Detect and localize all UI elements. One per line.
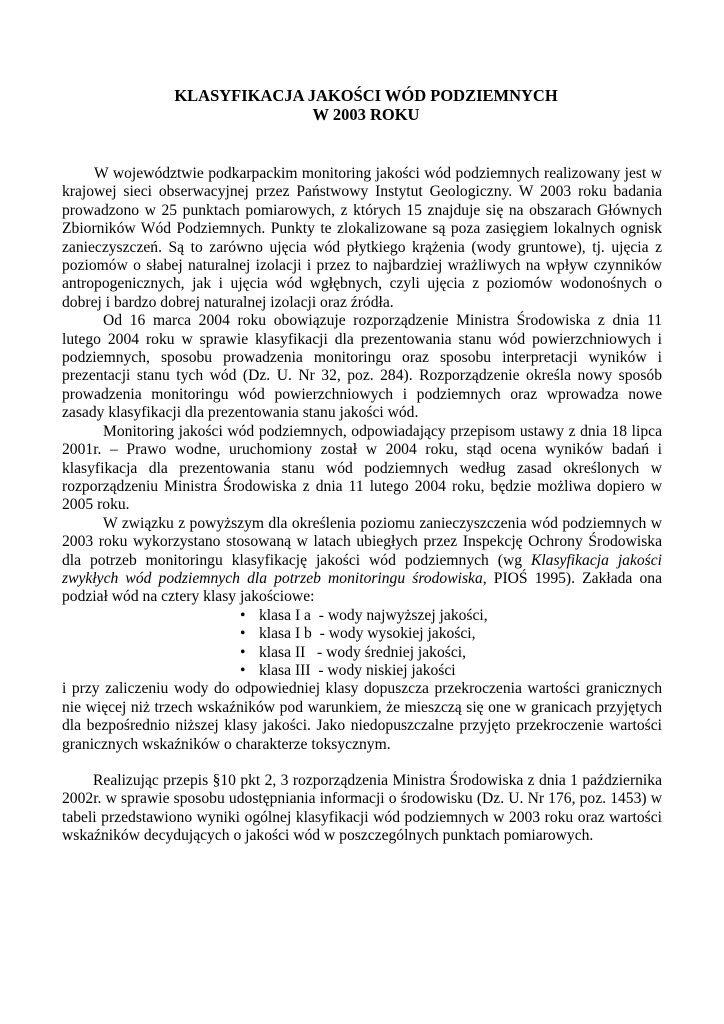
- paragraph-exceedance-rules: i przy zaliczeniu wody do odpowiedniej klasy dopuszcza przekroczenia wartości granicznych nie więcej niż trzech wskaźników pod warunkiem, że mieszczą się one w granicach przyjętych dla bezpośrednio niższej klasy jakości. Jako niedopuszczalne przyjęto przekroczenie wartości granicznych wskaźników o charakterze toksycznym.: [62, 680, 662, 753]
- paragraph-regulation: Od 16 marca 2004 roku obowiązuje rozporządzenie Ministra Środowiska z dnia 11 lutego 2004 roku w sprawie klasyfikacji dla prezentowania stanu wód powierzchniowych i podziemnych, sposobu prowadzenia monitoringu oraz sposobu interpretacji wyników i prezentacji stanu tych wód (Dz. U. Nr 32, poz. 284). Rozporządzenie określa nowy sposób prowadzenia monitoringu wód powierzchniowych i podziemnych oraz wprowadza nowe zasady klasyfikacji dla prezentowania stanu jakości wód.: [62, 312, 662, 422]
- quality-classes-list: [62, 607, 662, 681]
- classification-basis-text-end: , PIOŚ 1995). Zakłada ona podział wód na cztery klasy jakościowe:: [62, 569, 662, 606]
- title-line-1: KLASYFIKACJA JAKOŚCI WÓD PODZIEMNYCH: [174, 86, 558, 105]
- class-label: klasa III - wody niskiej jakości: [259, 661, 456, 679]
- list-item: [235, 607, 662, 625]
- paragraph-water-law: Monitoring jakości wód podziemnych, odpowiadający przepisom ustawy z dnia 18 lipca 2001r. – Prawo wodne, uruchomiony został w 2004 roku, stąd ocena wyników badań i klasyfikacja dla prezentowania stanu wód podziemnych według zasad określonych w rozporządzeniu Ministra Środowiska z dnia 11 lutego 2004 roku, będzie możliwa dopiero w 2005 roku.: [62, 422, 662, 514]
- title-line-2: W 2003 ROKU: [312, 105, 420, 124]
- bullet-icon: •: [240, 606, 246, 624]
- bullet-icon: •: [240, 661, 246, 679]
- bullet-icon: •: [240, 643, 246, 661]
- list-item: [235, 644, 662, 662]
- classification-source-title: Klasyfikacja jakości zwykłych wód podziemnych dla potrzeb monitoringu środowiska: [62, 551, 662, 587]
- document-page: [62, 86, 662, 846]
- list-item: [235, 662, 662, 680]
- paragraph-monitoring-network: W województwie podkarpackim monitoring jakości wód podziemnych realizowany jest w krajowej sieci obserwacyjnej przez Państwowy Instytut Geologiczny. W 2003 roku badania prowadzono w 25 punktach pomiarowych, z których 15 znajduje się na obszarach Głównych Zbiorników Wód Podziemnych. Punkty te zlokalizowane są poza zasięgiem lokalnych ognisk zanieczyszczeń. Są to zarówno ujęcia wód płytkiego krążenia (wody gruntowe), tj. ujęcia z poziomów o słabej naturalnej izolacji i przez to najbardziej wrażliwych na wpływ czynników antropogenicznych, jak i ujęcia wód wgłębnych, czyli ujęcia z poziomów wodonośnych o dobrej i bardzo dobrej naturalnej izolacji oraz źródła.: [62, 165, 662, 311]
- list-item: [235, 625, 662, 643]
- class-label: klasa I b - wody wysokiej jakości,: [259, 625, 476, 643]
- bullet-icon: •: [240, 625, 246, 643]
- paragraph-classification-basis: [62, 515, 662, 607]
- class-label: klasa I a - wody najwyższej jakości,: [259, 606, 488, 624]
- class-label: klasa II - wody średniej jakości,: [259, 643, 466, 661]
- classification-basis-text-start: W związku z powyższym dla określenia poziomu zanieczyszczenia wód podziemnych w 2003 roku wykorzystano stosowaną w latach ubiegłych przez Inspekcję Ochrony Środowiska dla potrzeb monitoringu klasyfikację jakości wód podziemnych (wg: [62, 514, 662, 569]
- paragraph-results-table-intro: Realizując przepis §10 pkt 2, 3 rozporządzenia Ministra Środowiska z dnia 1 października 2002r. w sprawie sposobu udostępniania informacji o środowisku (Dz. U. Nr 176, poz. 1453) w tabeli przedstawiono wyniki ogólnej klasyfikacji wód podziemnych w 2003 roku oraz wartości wskaźników decydujących o jakości wód w poszczególnych punktach pomiarowych.: [62, 772, 662, 845]
- document-title: [62, 86, 662, 124]
- document-body: [62, 165, 662, 846]
